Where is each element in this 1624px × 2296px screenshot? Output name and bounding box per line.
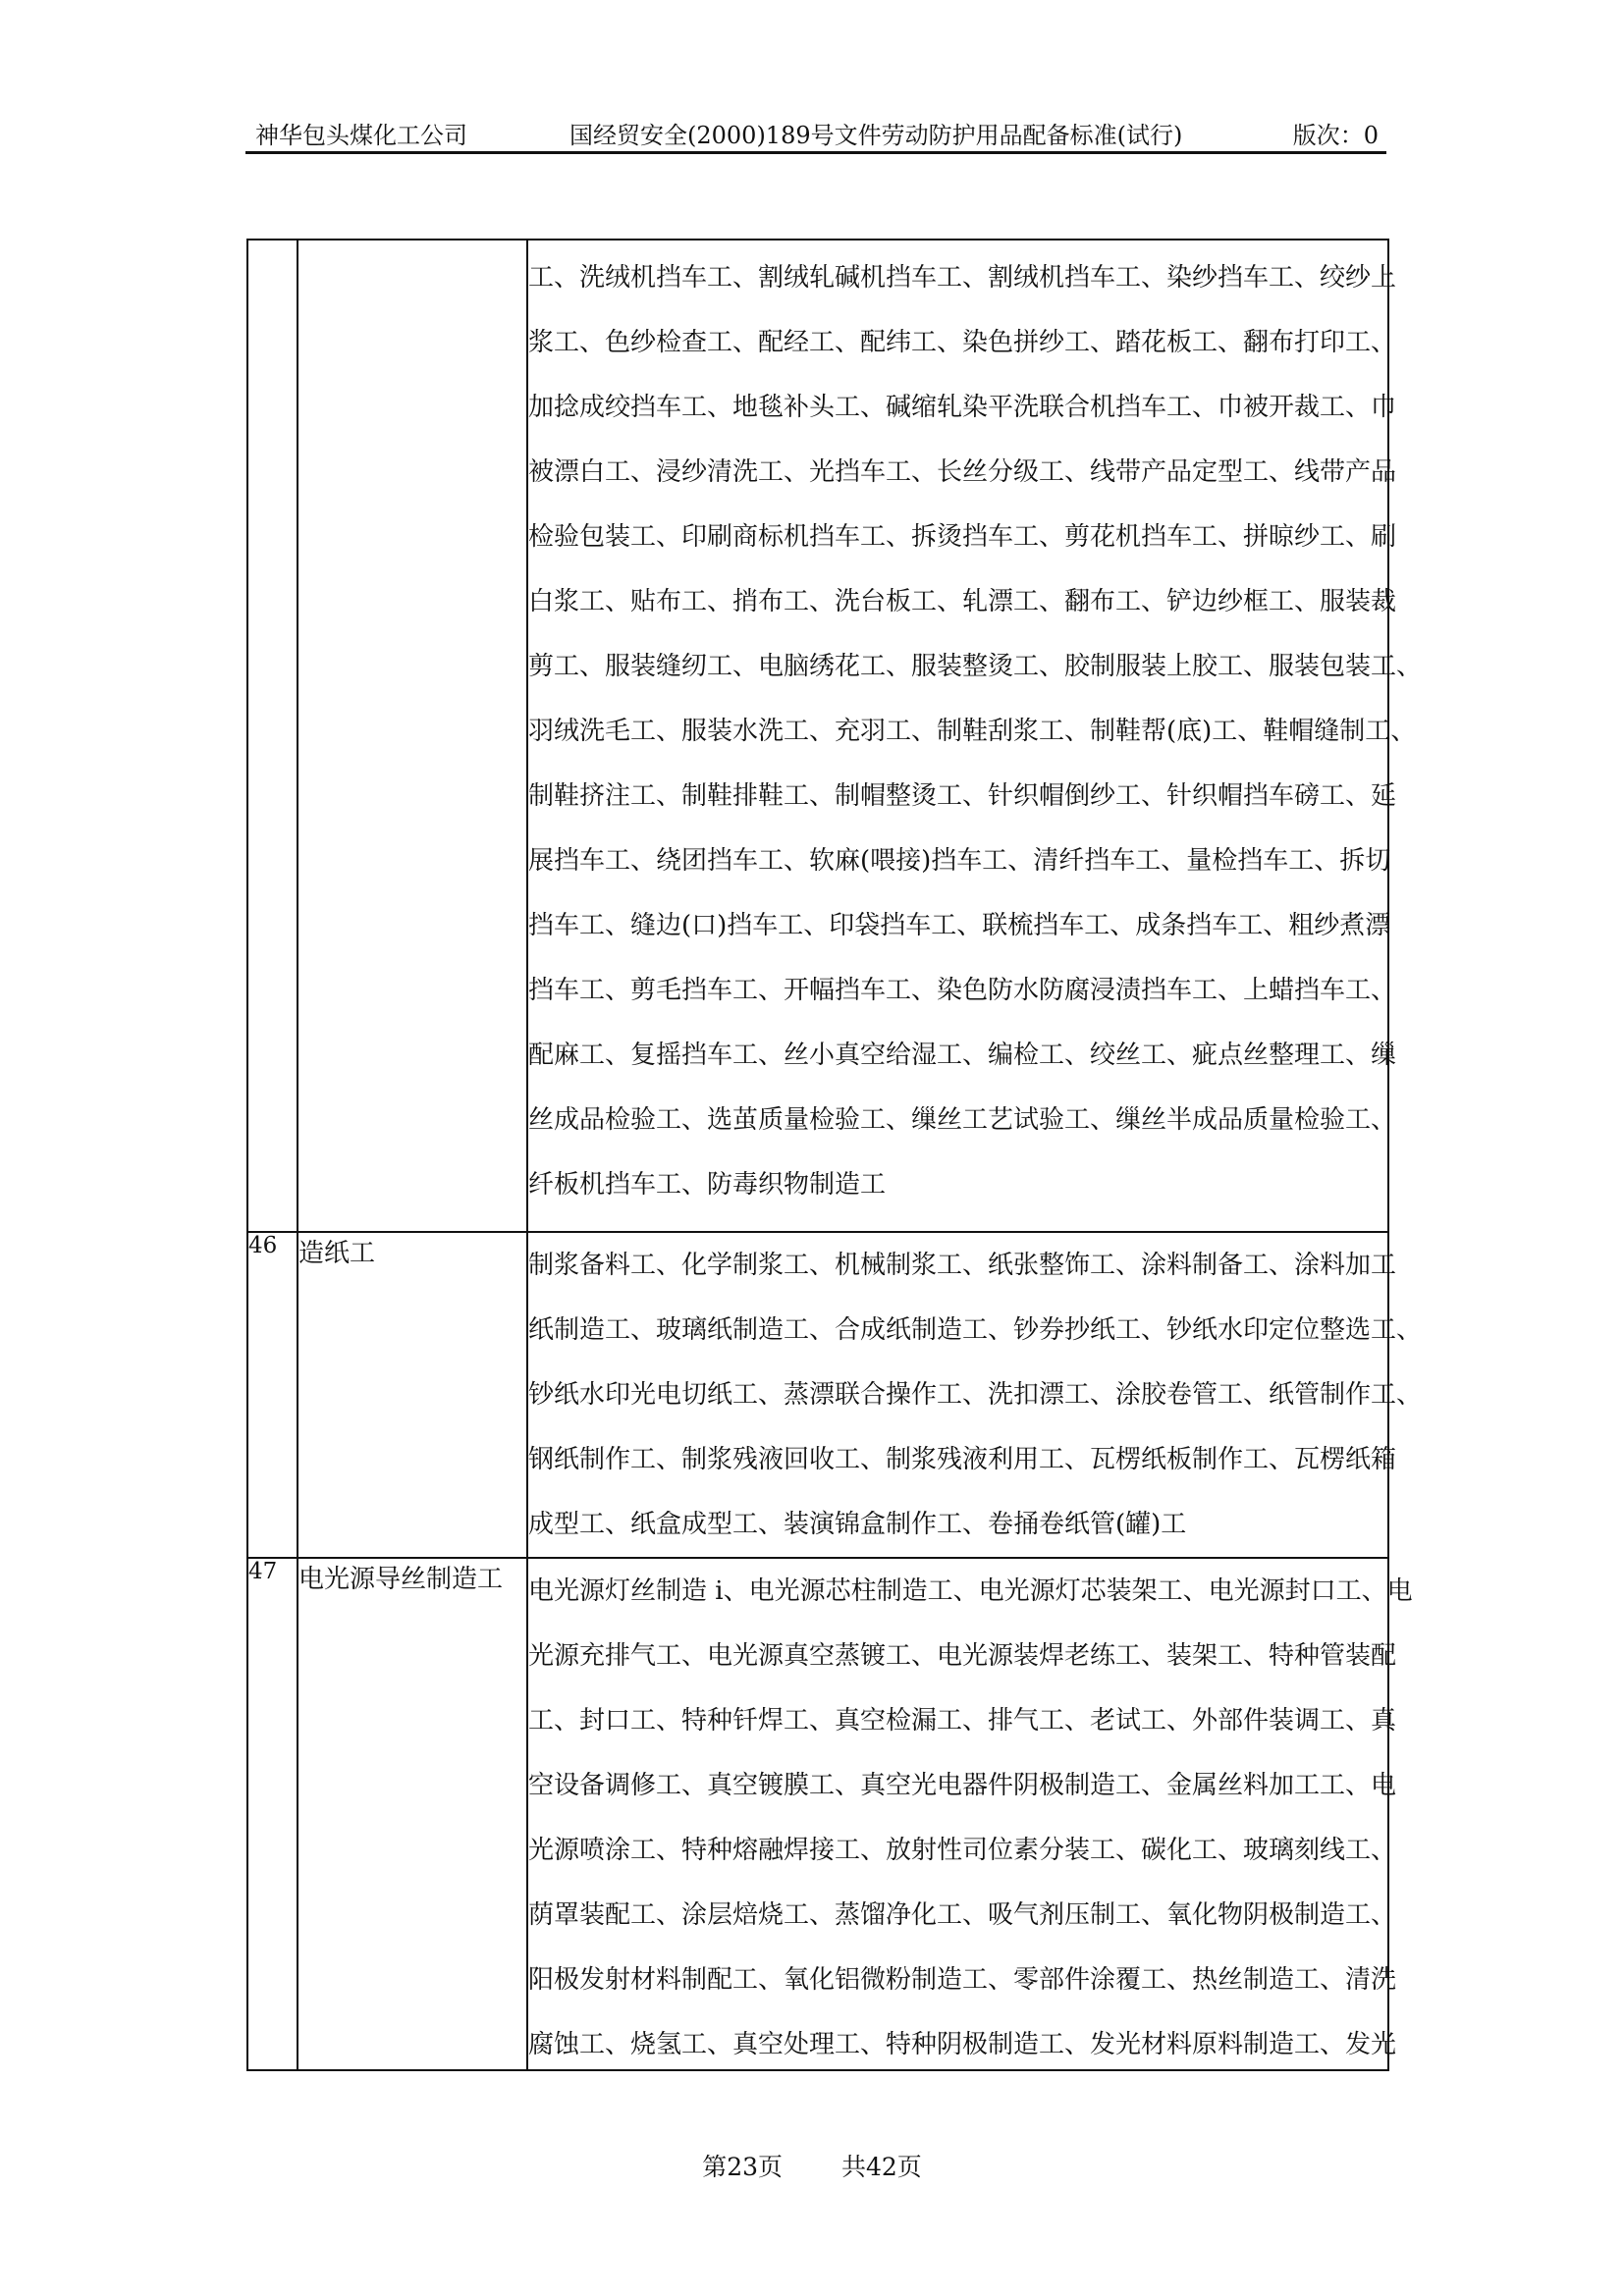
job-list-line: 制浆备料工、化学制浆工、机械制浆工、纸张整饰工、涂料制备工、涂料加工 <box>528 1251 1397 1280</box>
job-list-line: 光源充排气工、电光源真空蒸镀工、电光源装焊老练工、装架工、特种管装配 <box>528 1641 1397 1671</box>
job-list-line: 挡车工、剪毛挡车工、开幅挡车工、染色防水防腐浸渍挡车工、上蜡挡车工、 <box>528 976 1397 1005</box>
row-job-list <box>527 240 1423 1232</box>
job-list-line: 成型工、纸盒成型工、装演锦盒制作工、卷捅卷纸管(罐)工 <box>528 1510 1187 1539</box>
job-list-line: 纤板机挡车工、防毒织物制造工 <box>528 1170 887 1200</box>
page-header <box>245 110 1386 154</box>
header-company: 神华包头煤化工公司 <box>255 122 467 149</box>
job-list-line: 阳极发射材料制配工、氧化铝微粉制造工、零部件涂覆工、热丝制造工、清洗 <box>528 1965 1397 1995</box>
job-list-line: 剪工、服装缝纫工、电脑绣花工、服装整烫工、胶制服装上胶工、服装包装工、 <box>528 652 1423 681</box>
row-job-list <box>527 1232 1423 1558</box>
job-list-line: 工、洗绒机挡车工、割绒轧碱机挡车工、割绒机挡车工、染纱挡车工、绞纱上 <box>528 263 1397 293</box>
table-row <box>247 240 1388 1232</box>
job-list-line: 电光源灯丝制造 i、电光源芯柱制造工、电光源灯芯装架工、电光源封口工、电 <box>528 1576 1413 1606</box>
page-total: 共42页 <box>840 2153 922 2181</box>
job-list-line: 腐蚀工、烧氢工、真空处理工、特种阴极制造工、发光材料原料制造工、发光 <box>528 2030 1397 2059</box>
row-number: 46 <box>247 1232 298 1558</box>
job-list-line: 钞纸水印光电切纸工、蒸漂联合操作工、洗扣漂工、涂胶卷管工、纸管制作工、 <box>528 1380 1423 1410</box>
row-job-list <box>527 1558 1413 2070</box>
table-row <box>247 1232 1388 1558</box>
job-list-line: 丝成品检验工、选茧质量检验工、缫丝工艺试验工、缫丝半成品质量检验工、 <box>528 1105 1397 1135</box>
row-number: 47 <box>247 1558 298 2070</box>
table-row <box>247 1558 1388 2070</box>
job-list-line: 荫罩装配工、涂层焙烧工、蒸馏净化工、吸气剂压制工、氧化物阴极制造工、 <box>528 1900 1397 1930</box>
row-category: 造纸工 <box>298 1232 527 1558</box>
job-list-line: 纸制造工、玻璃纸制造工、合成纸制造工、钞券抄纸工、钞纸水印定位整选工、 <box>528 1315 1423 1345</box>
header-version: 版次：0 <box>1292 122 1379 149</box>
ppe-standard-table <box>246 239 1423 2071</box>
page-number: 第23页 <box>702 2153 784 2181</box>
job-list-line: 挡车工、缝边(口)挡车工、印袋挡车工、联梳挡车工、成条挡车工、粗纱煮漂 <box>528 911 1391 940</box>
row-number <box>247 240 298 1232</box>
row-category: 电光源导丝制造工 <box>298 1558 527 2070</box>
job-list-line: 白浆工、贴布工、捎布工、洗台板工、轧漂工、翻布工、铲边纱框工、服装裁 <box>528 587 1397 616</box>
header-title: 国经贸安全(2000)189号文件劳动防护用品配备标准(试行) <box>569 122 1183 149</box>
job-list-line: 配麻工、复摇挡车工、丝小真空给湿工、编检工、绞丝工、疵点丝整理工、缫 <box>528 1041 1397 1070</box>
job-list-line: 加捻成绞挡车工、地毯补头工、碱缩轧染平洗联合机挡车工、巾被开裁工、巾 <box>528 393 1397 422</box>
job-list-line: 工、封口工、特种钎焊工、真空检漏工、排气工、老试工、外部件装调工、真 <box>528 1706 1397 1735</box>
job-list-line: 检验包装工、印刷商标机挡车工、拆烫挡车工、剪花机挡车工、拼晾纱工、刷 <box>528 522 1397 552</box>
page-footer <box>0 2148 1624 2183</box>
job-list-line: 浆工、色纱检查工、配经工、配纬工、染色拼纱工、踏花板工、翻布打印工、 <box>528 328 1397 357</box>
job-list-line: 空设备调修工、真空镀膜工、真空光电器件阴极制造工、金属丝料加工工、电 <box>528 1771 1397 1800</box>
job-list-line: 制鞋挤注工、制鞋排鞋工、制帽整烫工、针织帽倒纱工、针织帽挡车磅工、延 <box>528 781 1397 811</box>
row-category <box>298 240 527 1232</box>
job-list-line: 被漂白工、浸纱清洗工、光挡车工、长丝分级工、线带产品定型工、线带产品 <box>528 457 1397 487</box>
job-list-line: 展挡车工、绕团挡车工、软麻(喂接)挡车工、清纤挡车工、量检挡车工、拆切 <box>528 846 1391 876</box>
job-list-line: 钢纸制作工、制浆残液回收工、制浆残液利用工、瓦楞纸板制作工、瓦楞纸箱 <box>528 1445 1397 1474</box>
job-list-line: 羽绒洗毛工、服装水洗工、充羽工、制鞋刮浆工、制鞋帮(底)工、鞋帽缝制工、 <box>528 717 1417 746</box>
job-list-line: 光源喷涂工、特种熔融焊接工、放射性司位素分装工、碳化工、玻璃刻线工、 <box>528 1836 1397 1865</box>
